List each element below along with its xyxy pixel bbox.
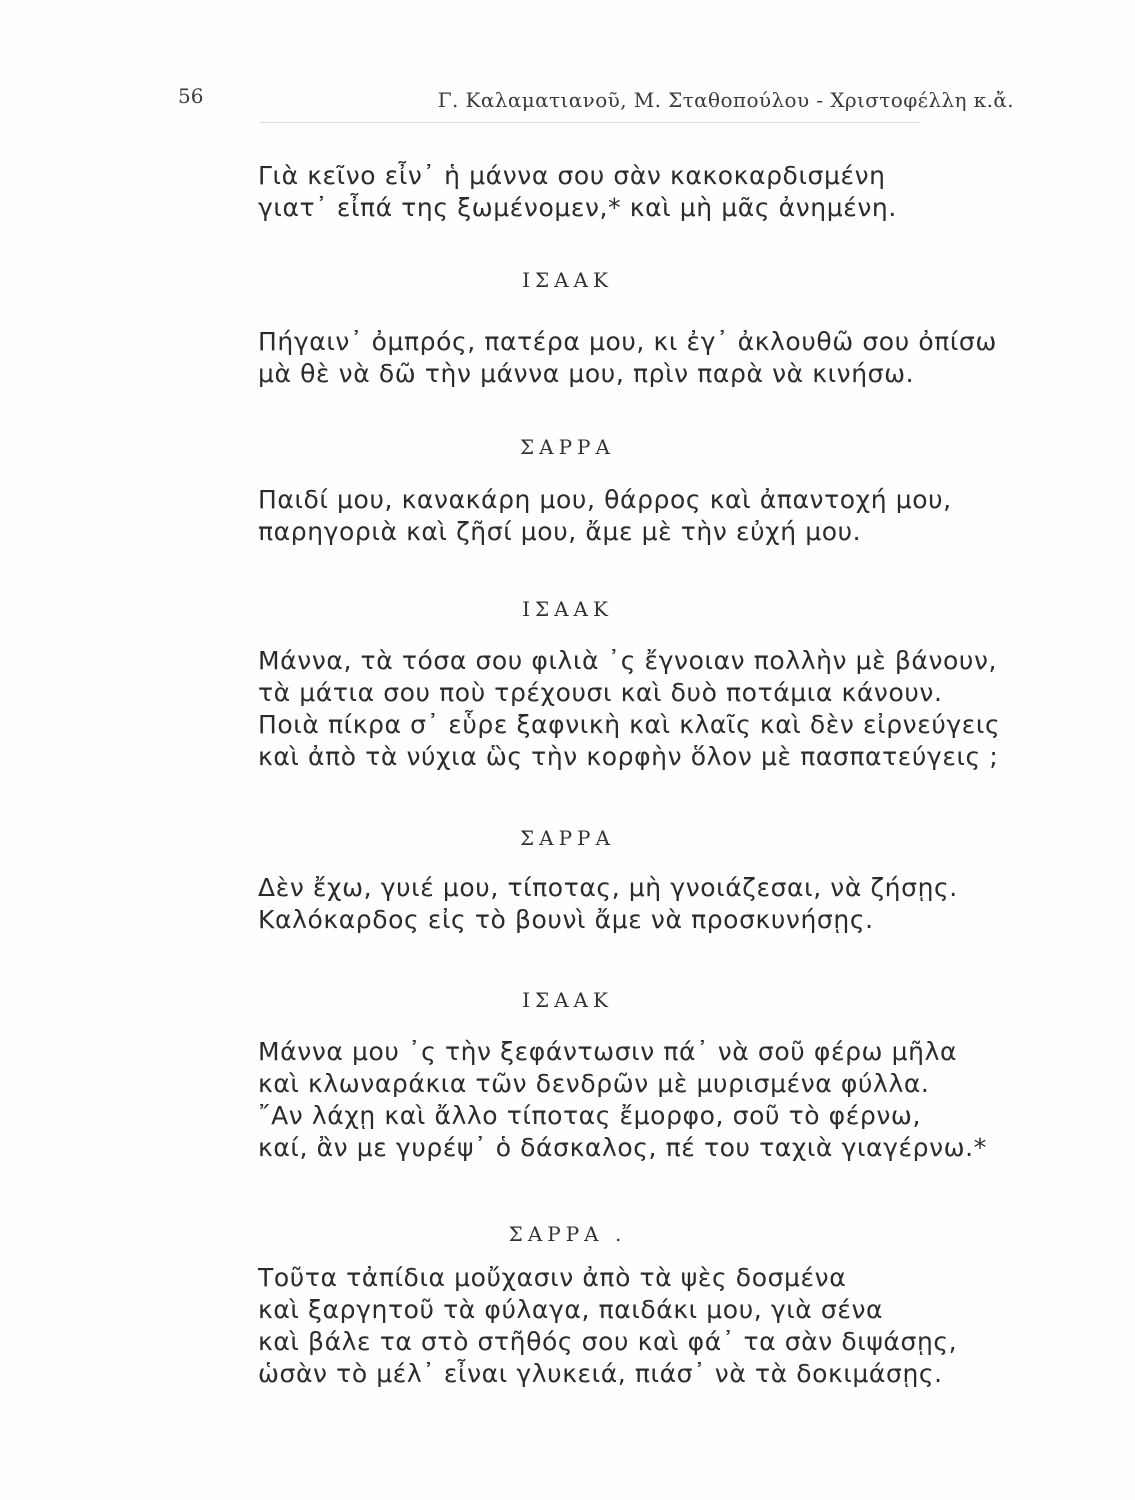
verse-line: Γιὰ κεῖνο εἶν᾿ ἡ μάννα σου σὰν κακοκαρδισμένη bbox=[258, 161, 886, 190]
page-number: 56 bbox=[178, 84, 204, 108]
speaker-name: ΙΣΑΑΚ bbox=[522, 988, 613, 1012]
verse-line: γιατ᾿ εἶπά της ξωμένομεν,* καὶ μὴ μᾶς ἀνημένη. bbox=[258, 193, 897, 222]
speaker-name: ΙΣΑΑΚ bbox=[522, 597, 613, 621]
verse-line: καὶ ξαργητοῦ τὰ φύλαγα, παιδάκι μου, γιὰ σένα bbox=[258, 1295, 884, 1324]
verse-line: Πήγαιν᾿ ὀμπρός, πατέρα μου, κι ἐγ᾿ ἀκλουθῶ σου ὀπίσω bbox=[258, 327, 997, 356]
running-head: Γ. Καλαματιανοῦ, Μ. Σταθοπούλου - Χριστοφέλλη κ.ἄ. bbox=[437, 88, 1014, 112]
verse-line: καὶ βάλε τα στὸ στῆθός σου καὶ φά᾿ τα σὰν διψάσῃς, bbox=[258, 1327, 958, 1356]
verse-line: Καλόκαρδος εἰς τὸ βουνὶ ἄμε νὰ προσκυνήσῃς. bbox=[258, 905, 874, 934]
verse-line: καὶ κλωναράκια τῶν δενδρῶν μὲ μυρισμένα φύλλα. bbox=[258, 1069, 930, 1098]
stanza bbox=[258, 326, 1018, 390]
stanza bbox=[258, 1262, 1018, 1390]
verse-line: Μάννα, τὰ τόσα σου φιλιὰ ᾿ς ἔγνοιαν πολλὴν μὲ βάνουν, bbox=[258, 646, 998, 675]
speaker-name: ΣΑΡΡΑ bbox=[520, 435, 615, 459]
verse-line: Μάννα μου ᾿ς τὴν ξεφάντωσιν πά᾿ νὰ σοῦ φέρω μῆλα bbox=[258, 1037, 958, 1066]
verse-line: τὰ μάτια σου ποὺ τρέχουσι καὶ δυὸ ποτάμια κάνουν. bbox=[258, 678, 943, 707]
verse-line: Παιδί μου, κανακάρη μου, θάρρος καὶ ἀπαντοχή μου, bbox=[258, 485, 952, 514]
stanza bbox=[258, 872, 1018, 936]
header-rule bbox=[260, 122, 920, 123]
speaker-name: ΙΣΑΑΚ bbox=[522, 268, 613, 292]
verse-line: Δὲν ἔχω, γυιέ μου, τίποτας, μὴ γνοιάζεσαι, νὰ ζήσῃς. bbox=[258, 873, 958, 902]
stanza bbox=[258, 484, 1018, 548]
page-header bbox=[178, 84, 1018, 118]
stanza bbox=[258, 1036, 1018, 1164]
stanza bbox=[258, 160, 1018, 224]
verse-line: καί, ἂν με γυρέψ᾿ ὁ δάσκαλος, πέ του ταχιὰ γιαγέρνω.* bbox=[258, 1133, 987, 1162]
verse-line: ὡσὰν τὸ μέλ᾿ εἶναι γλυκειά, πιάσ᾿ νὰ τὰ δοκιμάσῃς. bbox=[258, 1359, 943, 1388]
verse-line: παρηγοριὰ καὶ ζῆσί μου, ἄμε μὲ τὴν εὐχή μου. bbox=[258, 517, 862, 546]
stanza bbox=[258, 645, 1018, 773]
speaker-name: ΣΑΡΡΑ . bbox=[508, 1222, 627, 1246]
verse-line: Τοῦτα τἀπίδια μοὔχασιν ἀπὸ τὰ ψὲς δοσμένα bbox=[258, 1263, 847, 1292]
verse-line: μὰ θὲ νὰ δῶ τὴν μάννα μου, πρὶν παρὰ νὰ κινήσω. bbox=[258, 359, 915, 388]
verse-line: καὶ ἀπὸ τὰ νύχια ὣς τὴν κορφὴν ὅλον μὲ πασπατεύγεις ; bbox=[258, 742, 999, 771]
verse-line: ῎Αν λάχῃ καὶ ἄλλο τίποτας ἔμορφο, σοῦ τὸ φέρνω, bbox=[258, 1101, 921, 1130]
speaker-name: ΣΑΡΡΑ bbox=[520, 826, 615, 850]
verse-line: Ποιὰ πίκρα σ᾿ εὗρε ξαφνικὴ καὶ κλαῖς καὶ δὲν εἰρνεύγεις bbox=[258, 710, 1001, 739]
